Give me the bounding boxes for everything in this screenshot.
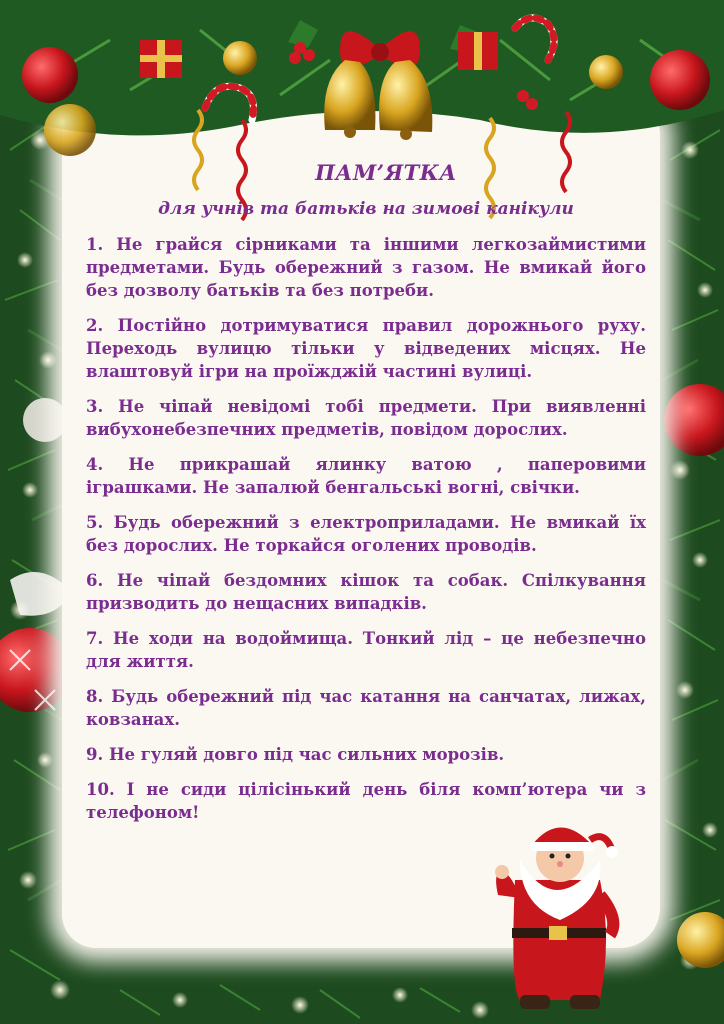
page-title: ПАМ’ЯТКА: [315, 160, 457, 185]
rule-item: 3. Не чіпай невідомі тобі предмети. При виявленні вибухонебезпечних предметів, повідом дорослих.: [86, 397, 646, 439]
memo-content: [86, 160, 646, 836]
rule-item: 8. Будь обережний під час катання на санчатах, лижах, ковзанах.: [86, 687, 646, 729]
rule-item: 2. Постійно дотримуватися правил дорожнього руху. Переходь вулицю тільки у відведених місцях. Не влаштовуй ігри на проїжджій частині вулиці.: [86, 316, 646, 381]
rule-item: 5. Будь обережний з електроприладами. Не вмикай їх без дорослих. Не торкайся оголених проводів.: [86, 513, 646, 555]
rule-item: 10. І не сиди цілісінький день біля комп’ютера чи з телефоном!: [86, 780, 646, 822]
rule-item: 9. Не гуляй довго під час сильних морозів.: [86, 745, 505, 764]
page-subtitle: для учнів та батьків на зимові канікули: [158, 199, 574, 219]
rule-item: 6. Не чіпай бездомних кішок та собак. Спілкування призводить до нещасних випадків.: [86, 571, 646, 613]
rule-item: 1. Не грайся сірниками та іншими легкозаймистими предметами. Будь обережний з газом. Не вмикай його без дозволу батьків та без потреби.: [86, 235, 646, 300]
rule-item: 4. Не прикрашай ялинку ватою , паперовими іграшками. Не запалюй бенгальські вогні, свічки.: [86, 455, 646, 497]
rule-item: 7. Не ходи на водоймища. Тонкий лід – це небезпечно для життя.: [86, 629, 646, 671]
